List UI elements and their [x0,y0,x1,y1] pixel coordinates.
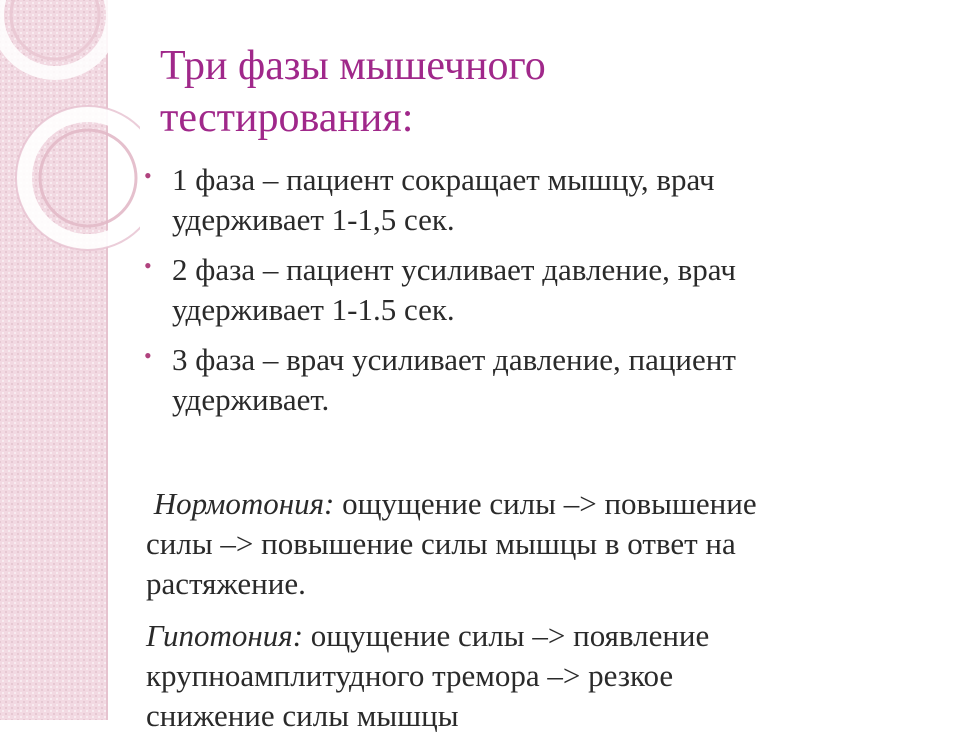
hypotonia-paragraph [146,616,926,736]
phase-item-1-line-1: 1 фаза – пациент сокращает мышцу, врач [172,162,715,197]
hypotonia-line-1 [146,616,926,656]
normotonia-paragraph [146,484,926,604]
phase-item-2-line-1: 2 фаза – пациент усиливает давление, врач [172,252,736,287]
ring-medium-inner [40,130,136,226]
slide-title-line-2: тестирования: [160,95,414,141]
slide-title [160,40,920,144]
phase-item-2-line-2: удерживает 1-1.5 сек. [172,292,455,327]
hypotonia-line-3: снижение силы мышцы [146,698,459,733]
ring-large-inner [11,0,99,59]
bullet-dot-icon: • [144,163,152,188]
normotonia-line-1 [146,484,926,524]
hypotonia-line-1-text: ощущение силы –> появление [303,618,710,653]
normotonia-line-1-text: ощущение силы –> повышение [334,486,757,521]
normotonia-line-2: силы –> повышение силы мышцы в ответ на [146,526,736,561]
normotonia-line-3: растяжение. [146,566,306,601]
hypotonia-line-2: крупноамплитудного тремора –> резкое [146,658,674,693]
hypotonia-term: Гипотония: [146,618,304,653]
bullet-dot-icon: • [144,343,152,368]
phase-item-2 [144,250,924,330]
phase-item-1 [144,160,924,240]
phase-item-3-line-1: 3 фаза – врач усиливает давление, пациент [172,342,736,377]
phase-item-3 [144,340,924,420]
phase-item-1-line-2: удерживает 1-1,5 сек. [172,202,455,237]
phase-item-3-line-2: удерживает. [172,382,330,417]
normotonia-term: Нормотония: [153,486,335,521]
slide-title-line-1: Три фазы мышечного [160,43,546,89]
bullet-dot-icon: • [144,253,152,278]
decorative-rings-graphic [0,0,140,260]
phase-list [144,160,924,430]
